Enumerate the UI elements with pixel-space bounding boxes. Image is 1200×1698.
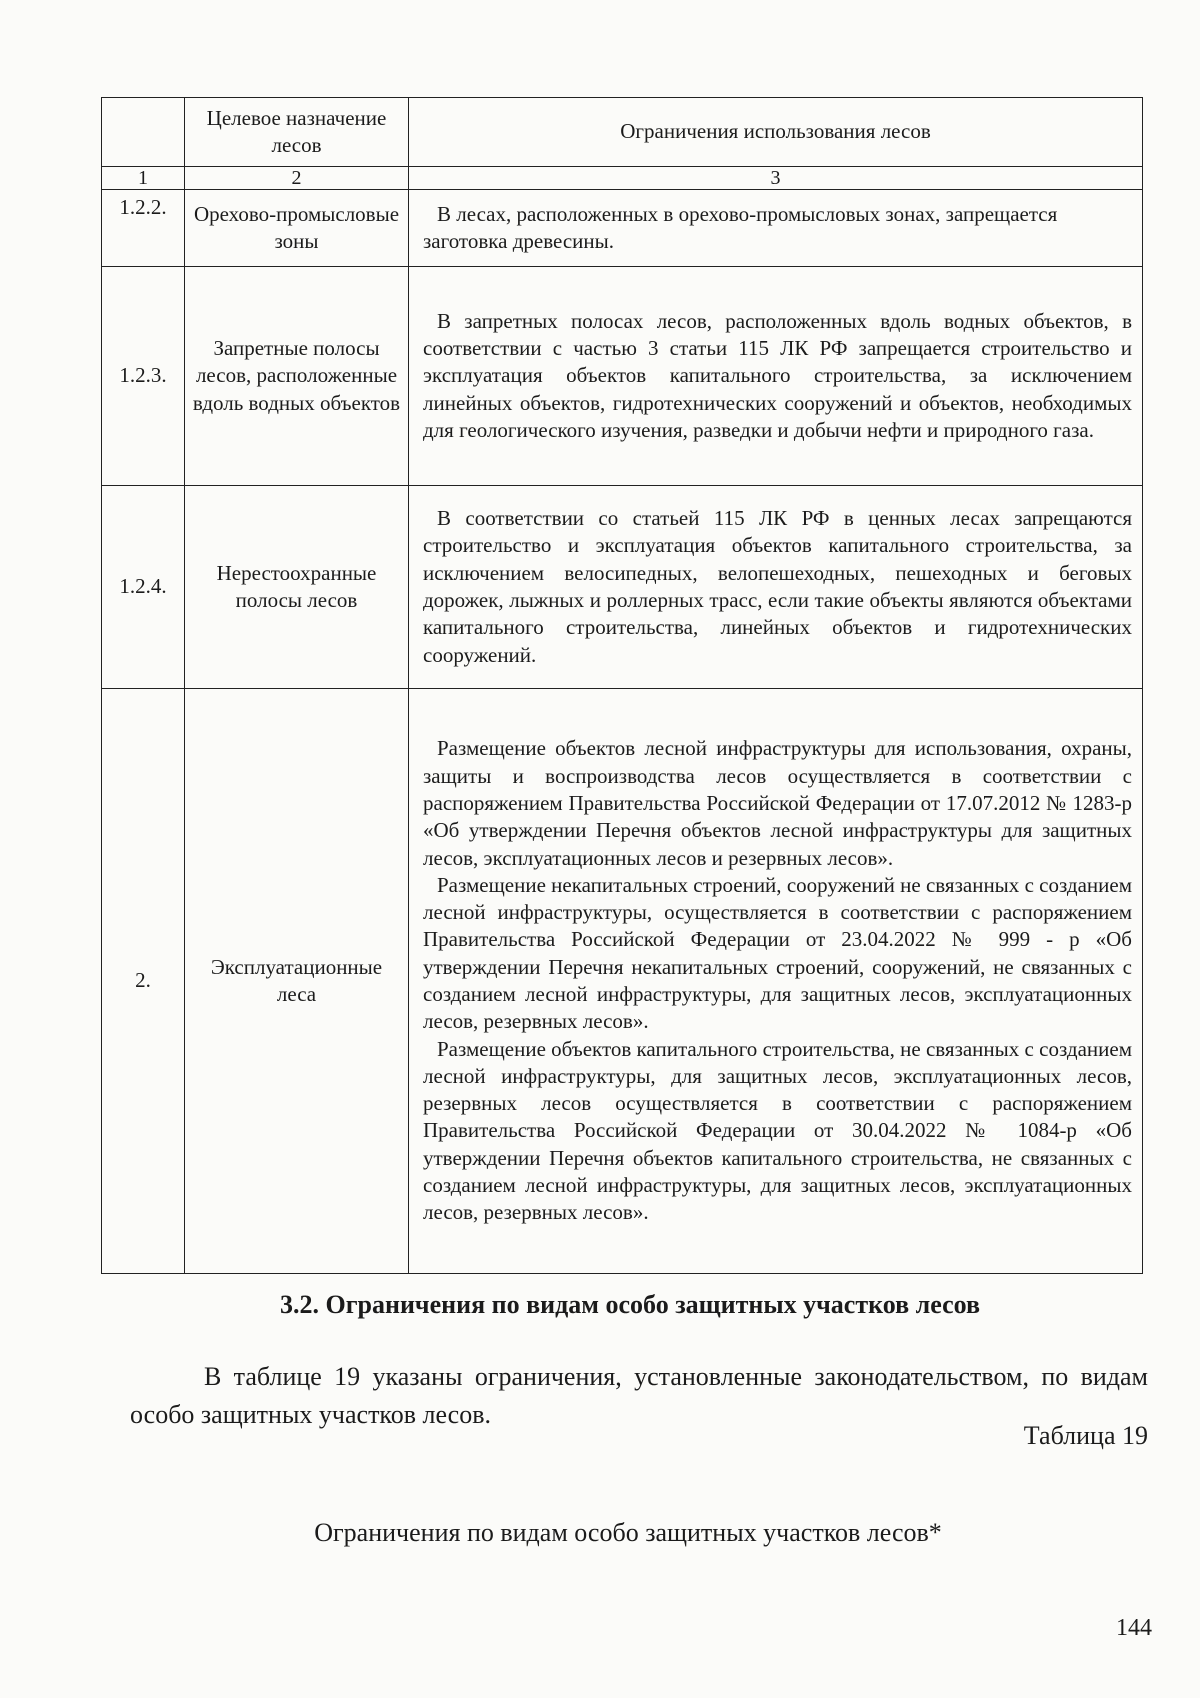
column-number: 3 xyxy=(409,167,1143,190)
row-limits xyxy=(409,486,1143,689)
table-title: Ограничения по видам особо защитных участков лесов* xyxy=(314,1518,942,1547)
header-cell-limits: Ограничения использования лесов xyxy=(409,98,1143,167)
row-limits xyxy=(409,267,1143,486)
paragraph-text: В таблице 19 указаны ограничения, установленные законодательством, по видам особо защитных участков лесов. xyxy=(130,1362,1148,1429)
row-number: 2. xyxy=(102,689,185,1274)
row-number: 1.2.4. xyxy=(102,486,185,689)
table-row xyxy=(102,486,1143,689)
section-heading: 3.2. Ограничения по видам особо защитных участков лесов xyxy=(279,1290,981,1319)
limits-paragraph: Размещение объектов лесной инфраструктуры для использования, охраны, защиты и воспроизводства лесов осуществляется в соответствии с распоряжением Правительства Российской Федерации от 17.07.2012 № 1283-р «Об утверждении Перечня объектов лесной инфраструктуры для защитных лесов, эксплуатационных лесов и резервных лесов». xyxy=(423,736,1132,870)
restrictions-table xyxy=(101,97,1143,1274)
table-header-row xyxy=(102,98,1143,167)
limits-paragraph: Размещение некапитальных строений, сооружений не связанных с созданием лесной инфраструктуры, осуществляется в соответствии с распоряжением Правительства Российской Федерации от 23.04.2022 № 999 - р «Об утверждении Перечня некапитальных строений, сооружений, не связанных с созданием лесной инфраструктуры, для защитных лесов, эксплуатационных лесов, резервных лесов». xyxy=(423,872,1132,1034)
table-row xyxy=(102,689,1143,1274)
row-purpose: Нерестоохранные полосы лесов xyxy=(185,486,409,689)
row-purpose: Орехово-промысловые зоны xyxy=(185,190,409,267)
table-row xyxy=(102,190,1143,267)
header-cell-number xyxy=(102,98,185,167)
limits-paragraph: В соответствии со статьей 115 ЛК РФ в ценных лесах запрещаются строительство и эксплуатация объектов капитального строительства, за исключением велосипедных, велопешеходных, пешеходных и беговых дорожек, лыжных и роллерных трасс, если такие объекты являются объектами капитального строительства, линейных объектов и гидротехнических сооружений. xyxy=(423,506,1132,667)
row-limits xyxy=(409,190,1143,267)
limits-paragraph: Размещение объектов капитального строительства, не связанных с созданием лесной инфраструктуры, для защитных лесов, эксплуатационных лесов, резервных лесов осуществляется в соответствии с распоряжением Правительства Российской Федерации от 30.04.2022 № 1084-р «Об утверждении Перечня объектов капитального строительства, не связанных с созданием лесной инфраструктуры, для защитных лесов, эксплуатационных лесов, резервных лесов». xyxy=(423,1036,1132,1225)
header-cell-purpose: Целевое назначение лесов xyxy=(185,98,409,167)
column-number-row xyxy=(102,167,1143,190)
row-number: 1.2.3. xyxy=(102,267,185,486)
body-paragraph xyxy=(130,1358,1148,1433)
limits-paragraph: В лесах, расположенных в орехово-промысловых зонах, запрещается заготовка древесины. xyxy=(423,201,1058,253)
page-number: 144 xyxy=(1116,1615,1152,1641)
limits-paragraph: В запретных полосах лесов, расположенных вдоль водных объектов, в соответствии с частью 3 статьи 115 ЛК РФ запрещается строительство и эксплуатация объектов капитального строительства, за исключением линейных объектов, гидротехнических сооружений и объектов, необходимых для геологического изучения, разведки и добычи нефти и природного газа. xyxy=(423,308,1132,442)
row-purpose: Запретные полосы лесов, расположенные вдоль водных объектов xyxy=(185,267,409,486)
table-label: Таблица 19 xyxy=(1023,1421,1148,1450)
row-number: 1.2.2. xyxy=(102,190,185,267)
row-purpose: Эксплуатационные леса xyxy=(185,689,409,1274)
column-number: 2 xyxy=(185,167,409,190)
column-number: 1 xyxy=(102,167,185,190)
row-limits xyxy=(409,689,1143,1274)
table-row xyxy=(102,267,1143,486)
